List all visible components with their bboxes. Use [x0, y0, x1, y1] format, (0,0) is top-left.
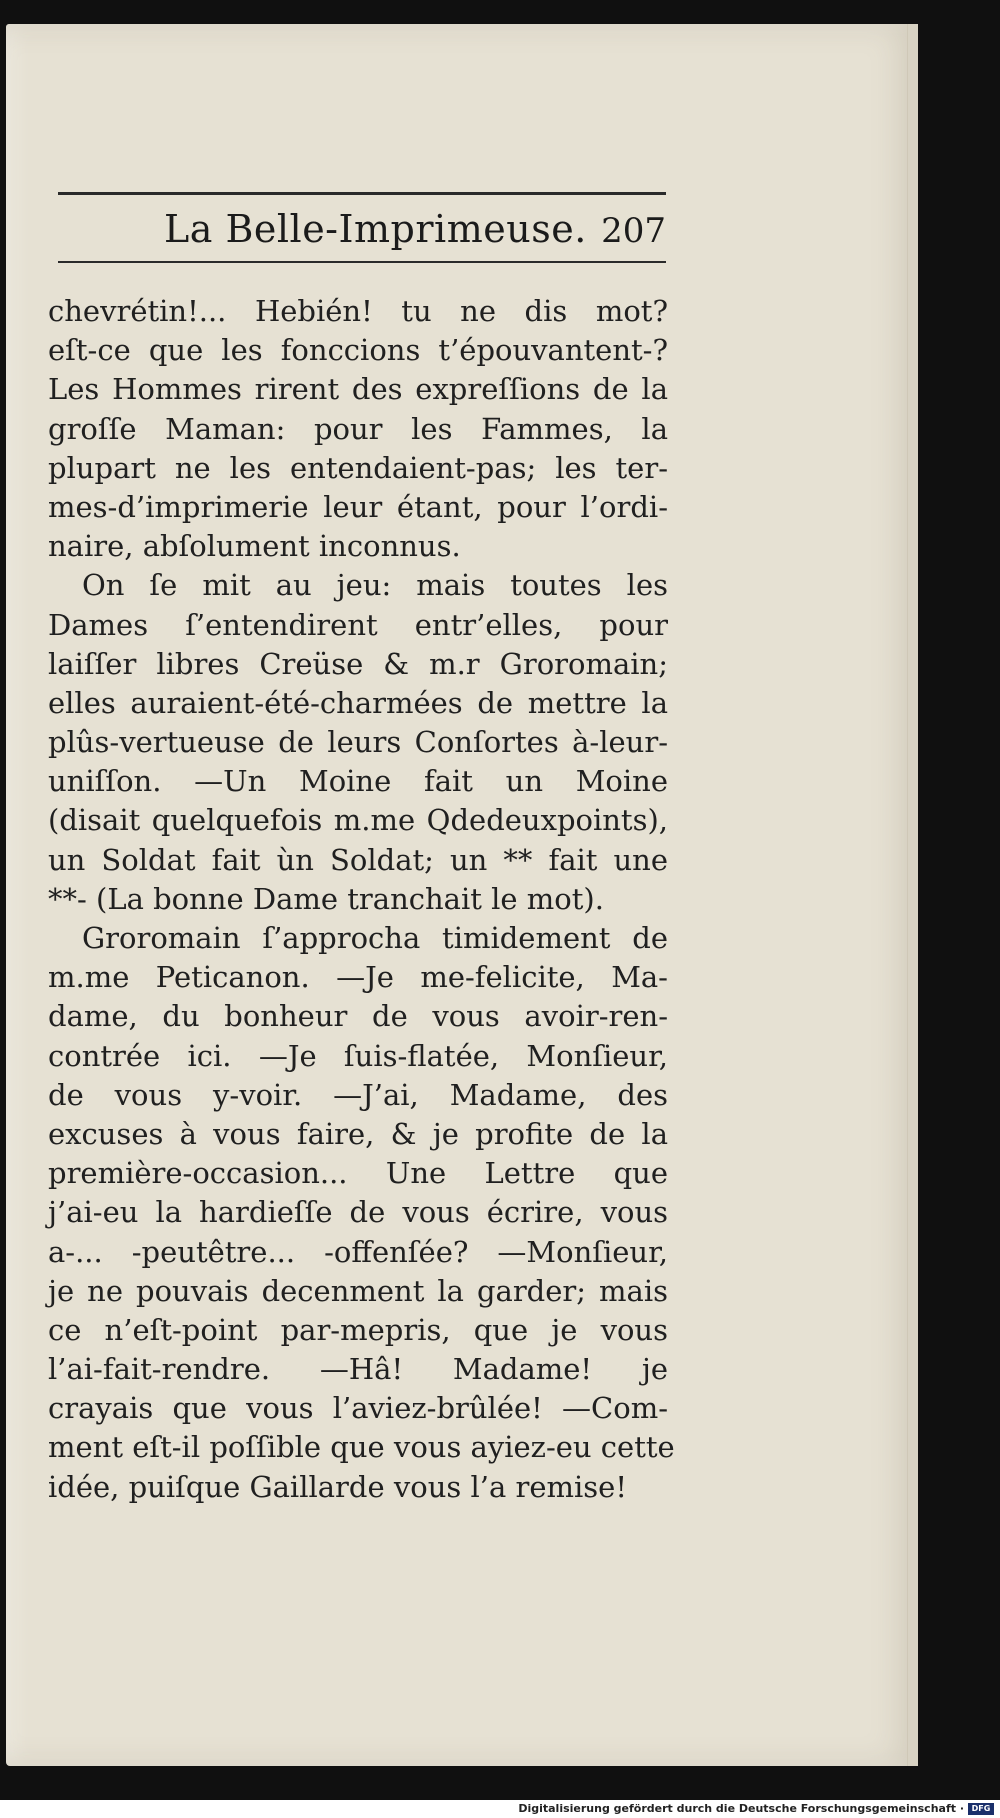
dfg-logo-icon: DFG — [968, 1803, 994, 1815]
text-line: un Soldat fait ùn Soldat; un ** fait une — [48, 842, 668, 877]
text-line: idée, puiſque Gaillarde vous l’a remise! — [48, 1469, 627, 1504]
header-row — [58, 201, 666, 257]
running-header — [58, 192, 666, 263]
text-line: plûs-vertueuse de leurs Conſortes à-leur- — [48, 725, 668, 760]
running-title: La Belle-Imprimeuse. — [164, 207, 587, 251]
text-line: excuses à vous faire, & je profite de la — [48, 1116, 668, 1151]
digitization-credit: Digitalisierung gefördert durch die Deutsche Forschungsgemeinschaft · — [518, 1802, 964, 1815]
text-line: contrée ici. —Je ſuis-flatée, Monſieur, — [48, 1038, 668, 1073]
text-line: l’ai-fait-rendre. —Hâ! Madame! je — [48, 1352, 668, 1387]
text-line: **- (La bonne Dame tranchait le mot). — [48, 881, 604, 916]
header-rule-top — [58, 192, 666, 195]
page-number: 207 — [601, 211, 666, 251]
text-line: Dames ſ’entendirent entr’elles, pour — [48, 607, 668, 642]
header-rule-bottom — [58, 261, 666, 263]
text-line: je ne pouvais decenment la garder; mais — [48, 1273, 668, 1308]
text-line: Les Hommes rirent des expreſſions de la — [48, 372, 668, 407]
text-line: première-occasion... Une Lettre que — [48, 1156, 668, 1191]
text-line: On ſe mit au jeu: mais toutes les — [82, 568, 668, 603]
text-line: elles auraient-été-charmées de mettre la — [48, 685, 668, 720]
text-line: m.me Peticanon. —Je me-felicite, Ma- — [48, 960, 668, 995]
text-line: naire, abſolument inconnus. — [48, 529, 461, 564]
digitization-credit-bar — [0, 1800, 1000, 1818]
text-line: eſt-ce que les fonccions t’épouvantent-? — [48, 333, 668, 368]
page-edge — [907, 24, 918, 1766]
book-page — [6, 24, 918, 1766]
text-line: laiſſer libres Creüse & m.r Groromain; — [48, 646, 668, 681]
text-line: plupart ne les entendaient-pas; les ter- — [48, 450, 668, 485]
text-line: crayais que vous l’aviez-brûlée! —Com- — [48, 1391, 668, 1426]
text-line: mes-d’imprimerie leur étant, pour l’ordi- — [48, 489, 668, 524]
text-line: Groromain ſ’approcha timidement de — [82, 921, 668, 955]
text-line: de vous y-voir. —J’ai, Madame, des — [48, 1077, 668, 1112]
body-text — [48, 292, 675, 1507]
text-line: (disait quelquefois m.me Qdedeuxpoints), — [48, 803, 668, 838]
text-line: dame, du bonheur de vous avoir-ren- — [48, 999, 668, 1034]
text-line: uniſſon. —Un Moine fait un Moine — [48, 764, 668, 799]
text-line: ment eſt-il poſſible que vous ayiez-eu cette — [48, 1430, 675, 1465]
text-line: a-... -peutêtre... -offenſée? —Monſieur, — [48, 1234, 668, 1269]
text-line: groſſe Maman: pour les Fammes, la — [48, 411, 668, 446]
text-line: ce n’eſt-point par-mepris, que je vous — [48, 1312, 668, 1347]
text-line: chevrétin!... Hebién! tu ne dis mot? — [48, 294, 668, 328]
text-line: j’ai-eu la hardieſſe de vous écrire, vous — [48, 1195, 668, 1230]
